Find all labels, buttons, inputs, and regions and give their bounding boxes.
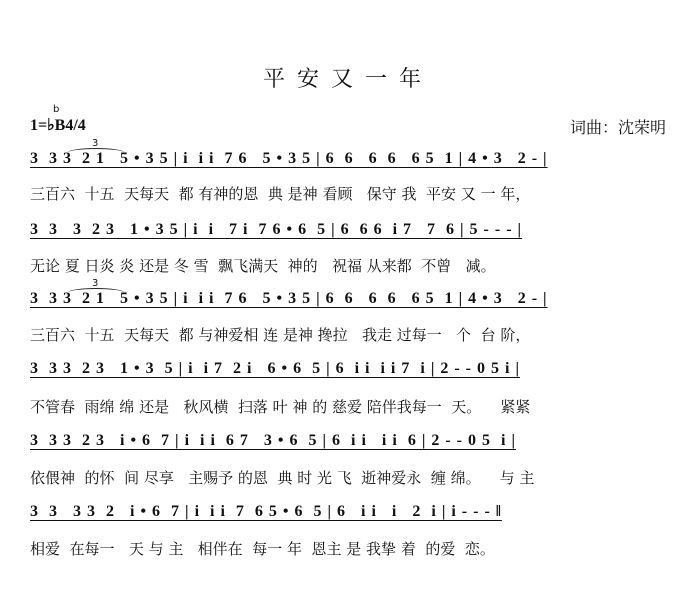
lyric-line-4: 不管春 雨绵 绵 还是 秋风横 扫落 叶 神 的 慈爱 陪伴我每一 天。 紧紧 — [30, 398, 531, 416]
lyric-line-5: 依偎神 的怀 间 尽享 主赐予 的恩 典 时 光 飞 逝神爱永 缠 绵。 与 主 — [30, 469, 535, 487]
lyric-line-2: 无论 夏 日炎 炎 还是 冬 雪 飘飞满天 神的 祝福 从来都 不曾 减。 — [30, 257, 496, 275]
lyric-line-3: 三百六 十五 天每天 都 与神爱相 连 是神 搀拉 我走 过每一 个 台 阶， — [30, 326, 531, 344]
notation-line-1: 3 3 3 2 1 5 • 3 5 | i i i 7 6 5 • 3 5 | 6 6 6 6 6 5 1 | 4 • 3 2 - | — [30, 150, 548, 167]
triplet-mark: 3 — [92, 138, 99, 149]
notation-line-2: 3 3 3 2 3 1 • 3 5 | i i 7 i 7 6 • 6 5 | 6 6 6 i 7 7 6 | 5 - - - | — [30, 221, 523, 238]
lyric-line-6: 相爱 在每一 天 与 主 相伴在 每一 年 恩主 是 我挚 着 的爱 恋。 — [30, 540, 495, 558]
key-signature: 1=♭B4/4 — [30, 117, 86, 134]
triplet-mark: 3 — [92, 278, 99, 289]
notation-line-3: 3 3 3 2 1 5 • 3 5 | i i i 7 6 5 • 3 5 | 6 6 6 6 6 5 1 | 4 • 3 2 - | — [30, 290, 548, 307]
notation-line-6: 3 3 3 3 2 i • 6 7 | i i i 7 6 5 • 6 5 | 6 i i i 2 i | i - - - ‖ — [30, 503, 502, 520]
notation-line-5: 3 3 3 2 3 i • 6 7 | i i i 6 7 3 • 6 5 | 6 i i i i 6 | 2 - - 0 5 i | — [30, 432, 516, 449]
flat-mark: b — [53, 104, 60, 115]
song-title: 平安又一年 — [262, 67, 433, 92]
credit-line: 词曲：沈荣明 — [569, 118, 666, 137]
lyric-line-1: 三百六 十五 天每天 都 有神的恩 典 是神 看顾 保守 我 平安 又 一 年， — [30, 185, 531, 203]
notation-line-4: 3 3 3 2 3 1 • 3 5 | i i 7 2 i 6 • 6 5 | 6 i i i i 7 i | 2 - - 0 5 i | — [30, 360, 520, 377]
